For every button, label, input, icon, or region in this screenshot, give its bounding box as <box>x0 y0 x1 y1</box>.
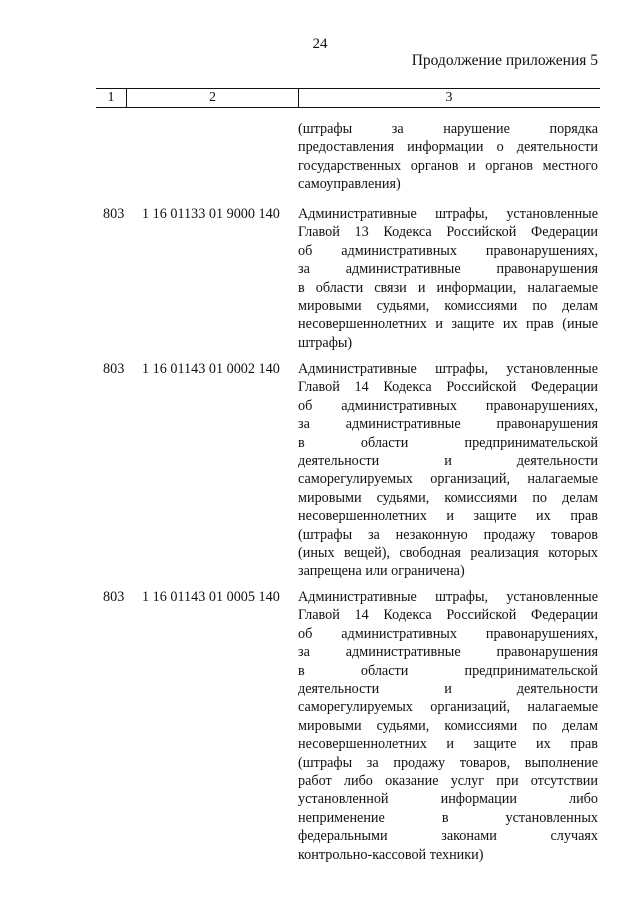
description-line: несовершеннолетних и защите их прав <box>298 736 598 753</box>
description-line: Административные штрафы, установленные <box>298 206 598 222</box>
description-line: Административные штрафы, установленные <box>298 361 598 377</box>
kbk-code: 1 16 01143 01 0005 140 <box>142 589 280 605</box>
description-line: Административные штрафы, установленные <box>298 589 598 605</box>
row-description <box>298 588 598 864</box>
table-header <box>96 88 600 108</box>
description-line: (штрафы за продажу товаров, выполнение <box>298 754 598 771</box>
header-cell-1: 1 <box>107 90 115 105</box>
description-line: штрафы) <box>298 334 353 351</box>
description-line: мировыми судьями, комиссиями по делам <box>298 298 598 315</box>
description-line: об административных правонарушениях, <box>298 397 598 414</box>
description-line: саморегулируемых организаций, налагаемые <box>298 471 598 488</box>
description-line: саморегулируемых организаций, налагаемые <box>298 699 598 716</box>
description-line: мировыми судьями, комиссиями по делам <box>298 489 598 506</box>
description-line: контрольно-кассовой техники) <box>298 846 484 863</box>
description-line: деятельности и деятельности <box>298 681 598 698</box>
description-line: (штрафы за нарушение порядка <box>298 121 598 137</box>
description-line: несовершеннолетних и защите их прав <box>298 508 598 525</box>
description-line: установленной информации либо <box>298 791 598 808</box>
description-line: запрещена или ограничена) <box>298 563 465 580</box>
description-line: (штрафы за незаконную продажу товаров <box>298 526 598 543</box>
description-line: мировыми судьями, комиссиями по делам <box>298 717 598 734</box>
admin-code: 803 <box>103 361 125 377</box>
kbk-code: 1 16 01133 01 9000 140 <box>142 206 280 222</box>
description-line: Главой 14 Кодекса Российской Федерации <box>298 379 598 396</box>
description-line: неприменение в установленных <box>298 809 598 826</box>
appendix-note: Продолжение приложения 5 <box>411 52 598 69</box>
description-line: самоуправления) <box>298 176 401 193</box>
description-line: государственных органов и органов местного <box>298 157 598 174</box>
admin-code: 803 <box>103 206 125 222</box>
description-line: несовершеннолетних и защите их прав (иные <box>298 316 598 333</box>
description-line: в области связи и информации, налагаемые <box>298 279 598 296</box>
row-description <box>298 205 598 352</box>
header-cell-2: 2 <box>126 89 299 107</box>
description-line: федеральными законами случаях <box>298 828 598 845</box>
description-line: об административных правонарушениях, <box>298 242 598 259</box>
description-line: за административные правонарушения <box>298 644 598 661</box>
description-line: Главой 13 Кодекса Российской Федерации <box>298 224 598 241</box>
header-cell-3: 3 <box>445 90 453 105</box>
description-line: об административных правонарушениях, <box>298 625 598 642</box>
description-line: предоставления информации о деятельности <box>298 139 598 156</box>
description-line: работ либо оказание услуг при отсутствии <box>298 773 598 790</box>
row-description <box>298 360 598 581</box>
description-line: за административные правонарушения <box>298 261 598 278</box>
description-line: в области предпринимательской <box>298 662 598 679</box>
admin-code: 803 <box>103 589 125 605</box>
description-line: Главой 14 Кодекса Российской Федерации <box>298 607 598 624</box>
description-line: деятельности и деятельности <box>298 453 598 470</box>
continuation-description <box>298 120 598 194</box>
description-line: за административные правонарушения <box>298 416 598 433</box>
description-line: в области предпринимательской <box>298 434 598 451</box>
page-number: 24 <box>312 36 328 52</box>
description-line: (иных вещей), свободная реализация которых <box>298 545 598 562</box>
kbk-code: 1 16 01143 01 0002 140 <box>142 361 280 377</box>
